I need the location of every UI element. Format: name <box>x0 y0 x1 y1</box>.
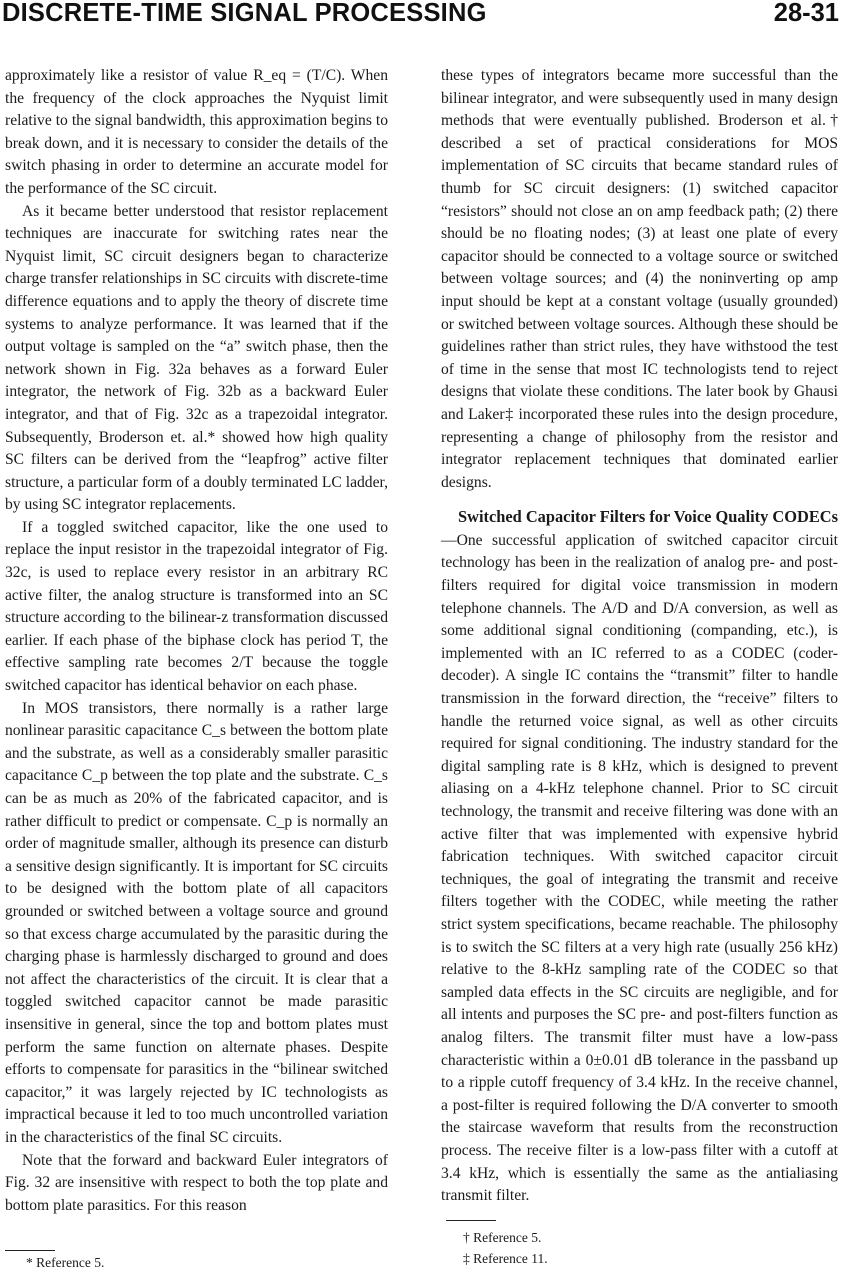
paragraph: In MOS transistors, there normally is a rather large nonlinear parasitic capacitance C_s between the bottom plate and the substrate, as well as a considerably smaller parasitic capacitance C_p between the top plate and the substrate. C_s can be as much as 20% of the fabricated capacitor, and is rather difficult to predict or compensate. C_p is normally an order of magnitude smaller, although its presence can disturb a sensitive design significantly. It is important for SC circuits to be designed with the bottom plate of all capacitors grounded or switched between a voltage source and ground so that excess charge accumulated by the parasitic during the charging phase is harmlessly discharged to ground and does not affect the characteristics of the circuit. It is clear that a toggled switched capacitor cannot be made parasitic insensitive in general, since the top and bottom plates must perform the same function on alternate phases. Despite efforts to compensate for parasitics in the “bilinear switched capacitor,” it was largely rejected by IC technologists as impractical because it led to too much uncontrolled variation in the characteristics of the final SC circuits. <box>5 699 388 1146</box>
paragraph: If a toggled switched capacitor, like the one used to replace the input resistor in the trapezoidal integrator of Fig. 32c, is used to replace every resistor in an arbitrary RC active filter, the analog structure is transformed into an SC structure according to the bilinear-z transformation discussed earlier. If each phase of the biphase clock has period T, the effective sampling rate becomes 2/T because the toggle switched capacitor has identical behavior on each phase. <box>5 518 388 695</box>
footnote-rule <box>5 1250 55 1251</box>
running-header <box>0 0 845 30</box>
footnote-rule <box>446 1220 496 1221</box>
section-heading: Switched Capacitor Filters for Voice Quality CODECs <box>458 507 839 527</box>
footnote: † Reference 5. <box>463 1230 542 1245</box>
section-paragraph <box>441 506 838 1207</box>
paragraph: approximately like a resistor of value R_eq = (T/C). When the frequency of the clock approaches the Nyquist limit relative to the signal bandwidth, this approximation begins to break down, and it is necessary to consider the details of the switch phasing in order to determine an accurate model for the performance of the SC circuit. <box>5 67 388 197</box>
left-column <box>5 65 388 1217</box>
paragraph: these types of integrators became more successful than the bilinear integrator, and were subsequently used in many design methods that were eventually published. Broderson et al.† described a set of practical considerations for MOS implementation of SC circuits that became standard rules of thumb for SC circuit designers: (1) switched capacitor “resistors” should not close an on amp feedback path; (2) there should be no floating nodes; (3) at least one plate of every capacitor should be connected to a voltage source or switched between voltage sources; and (4) the noninverting op amp input should be kept at a constant voltage (usually grounded) or switched between voltage sources. Although these should be guidelines rather than strict rules, they have withstood the test of time in the sense that most IC technologists tend to reject designs that violate these conditions. The later book by Ghausi and Laker‡ incorporated these rules into the design procedure, representing a change of philosophy from the resistor and integrator replacement techniques that dominated earlier designs. <box>441 67 838 491</box>
page-number: 28-31 <box>773 0 839 27</box>
paragraph: As it became better understood that resistor replacement techniques are inaccurate for switching rates near the Nyquist limit, SC circuit designers began to characterize charge transfer relationships in SC circuits with discrete-time difference equations and to apply the theory of discrete time systems to analyze performance. It was learned that if the output voltage is sampled on the “a” switch phase, then the network shown in Fig. 32a behaves as a forward Euler integrator, the network of Fig. 32b as a backward Euler integrator, and that of Fig. 32c as a trapezoidal integrator. Subsequently, Broderson et. al.* showed how high quality SC filters can be derived from the “leapfrog” active filter structure, a particular form of a doubly terminated LC ladder, by using SC integrator replacements. <box>5 202 388 514</box>
footnote: * Reference 5. <box>26 1255 105 1270</box>
footnote: ‡ Reference 11. <box>463 1251 548 1266</box>
paragraph: Note that the forward and backward Euler integrators of Fig. 32 are insensitive with respect to both the top plate and bottom plate parasitics. For this reason <box>5 1151 388 1214</box>
right-column <box>441 65 838 1208</box>
running-title: DISCRETE-TIME SIGNAL PROCESSING <box>2 0 487 27</box>
section-body: —One successful application of switched capacitor circuit technology has been in the realization of analog pre- and post-filters required for digital voice transmission in modern telephone channels. The A/D and D/A conversion, as well as some additional signal conditioning (companding, etc.), is implemented with an IC referred to as a CODEC (coder-decoder). A single IC contains the “transmit” filter to handle transmission in the forward direction, the “receive” filters to handle the returned voice signal, as well as other circuits required for signal conditioning. The industry standard for the digital sampling rate is 8 kHz, which is designed to prevent aliasing on a 4-kHz telephone channel. Prior to SC circuit technology, the transmit and receive filtering was done with an active filter that was implemented with expensive hybrid fabrication techniques. With switched capacitor circuit techniques, the goal of integrating the transmit and receive filters together with the CODEC, while meeting the rather strict system specifications, became reachable. The philosophy is to switch the SC filters at a very high rate (usually 256 kHz) relative to the 8-kHz sampling rate of the CODEC so that sampled data effects in the SC circuits are negligible, and for all intents and purposes the SC pre- and post-filters function as analog filters. The transmit filter must have a low-pass characteristic within a 0±0.01 dB tolerance in the passband up to a ripple cutoff frequency of 3.4 kHz. In the receive channel, a post-filter is required following the D/A converter to smooth the staircase waveform that results from the reconstruction process. The receive filter is a low-pass filter with a cutoff at 3.4 kHz, which is essentially the same as the antialiasing transmit filter. <box>441 531 838 1205</box>
